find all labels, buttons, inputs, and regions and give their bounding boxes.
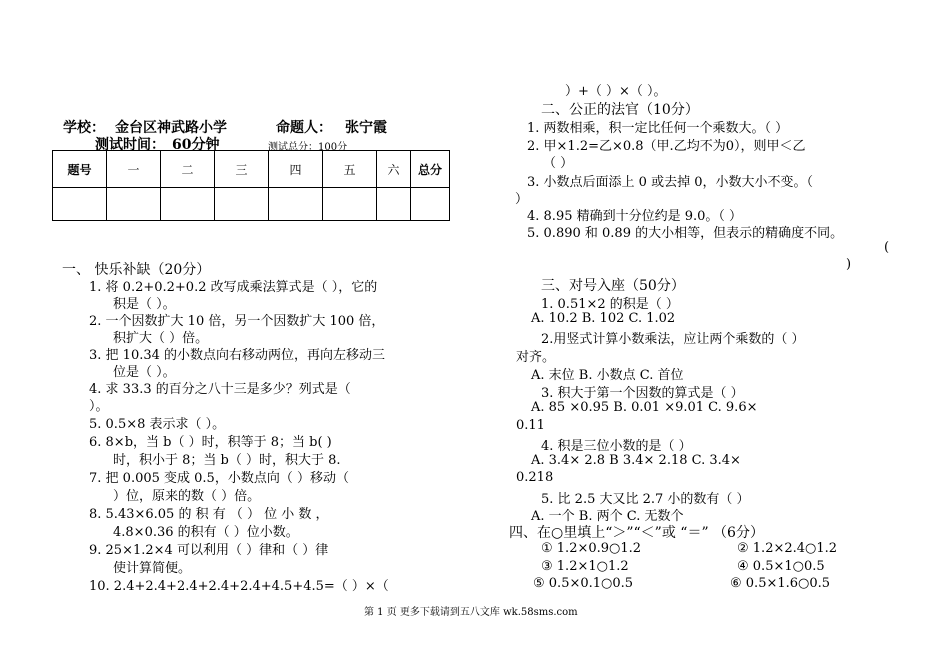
section-1-line: 8. 5.43×6.05 的 积 有 （ ） 位 小 数 ，	[89, 507, 329, 522]
section-2-title: 二、公正的法官（10分）	[541, 102, 699, 118]
section-2-line: 4. 8.95 精确到十分位约是 9.0。（ ）	[527, 209, 743, 224]
section-3-line: 对齐。	[516, 350, 556, 365]
section-3-option-line: A. 末位 B. 小数点 C. 首位	[531, 368, 684, 383]
compare-item: ⑥ 0.5×1.6○0.5	[730, 576, 831, 591]
section-1-line: 位是（ ）。	[113, 365, 176, 380]
section-1-line: 5. 0.5×8 表示求（ ）。	[89, 417, 226, 432]
section-1-line: 2. 一个因数扩大 10 倍，另一个因数扩大 100 倍，	[89, 314, 385, 329]
time-label: 测试时间：	[95, 137, 165, 153]
page-footer: 第 1 页 更多下载请到五八文库 wk.58sms.com	[364, 607, 578, 618]
continuation-line: ）+（ ）×（ ）。	[565, 84, 667, 99]
compare-item: ① 1.2×0.9○1.2	[541, 541, 642, 556]
section-3-title: 三、对号入座（50分）	[541, 278, 685, 294]
compare-item: ② 1.2×2.4○1.2	[737, 541, 838, 556]
author-value: 张宁霞	[345, 120, 387, 136]
score-cell[interactable]	[107, 188, 161, 221]
section-2-line: ）	[515, 192, 529, 207]
section-1-line: 7. 把 0.005 变成 0.5，小数点向（ ）移动（	[89, 471, 349, 486]
score-cell[interactable]	[215, 188, 269, 221]
section-3-option-line: A. 85 ×0.95 B. 0.01 ×9.01 C. 9.6×	[531, 400, 758, 415]
section-2-line: )	[846, 257, 852, 272]
score-cell[interactable]	[161, 188, 215, 221]
section-1-line: ）。	[89, 399, 109, 414]
section-3-line: 4. 积是三位小数的是（ ）	[541, 439, 692, 454]
section-3-line: 0.218	[516, 470, 554, 485]
section-4-title: 四、在○里填上“＞”“＜”或 “＝” （6分）	[509, 525, 764, 541]
score-table-header: 五	[323, 151, 377, 188]
score-table-header-row	[53, 151, 450, 188]
section-3-line: 1. 0.51×2 的积是（ ）	[541, 297, 679, 312]
section-1-line: 10. 2.4+2.4+2.4+2.4+2.4+4.5+4.5=（ ）×（	[89, 579, 389, 594]
section-1-line: 使计算简便。	[113, 561, 192, 576]
section-2-line: （ ）	[543, 156, 574, 171]
score-cell[interactable]	[269, 188, 323, 221]
section-1-line: 6. 8×b，当 b（ ）时，积等于 8；当 b( )	[89, 435, 332, 450]
score-cell[interactable]	[377, 188, 411, 221]
section-1-line: 3. 把 10.34 的小数点向右移动两位，再向左移动三	[89, 348, 386, 363]
compare-item: ⑤ 0.5×0.1○0.5	[533, 576, 634, 591]
score-table-header: 总分	[411, 151, 450, 188]
section-1-line: 1. 将 0.2+0.2+0.2 改写成乘法算式是（ ），它的	[89, 280, 378, 295]
compare-item: ③ 1.2×1○1.2	[541, 559, 629, 574]
school-label: 学校：	[63, 120, 105, 136]
time-value: 60分钟	[172, 137, 220, 153]
score-table-blank-row	[53, 188, 450, 221]
section-3-option-line: A. 一个 B. 两个 C. 无数个	[531, 509, 684, 524]
score-table-header: 二	[161, 151, 215, 188]
section-1-line: ）位，原来的数（ ）倍。	[113, 489, 261, 504]
section-1-line: 时，积小于 8；当 b（ ）时，积大于 8.	[113, 453, 341, 468]
section-1-line: 9. 25×1.2×4 可以利用（ ）律和（ ）律	[89, 543, 329, 558]
section-1-line: 积扩大（ ）倍。	[113, 331, 209, 346]
score-table-header: 六	[377, 151, 411, 188]
total-score-label: 测试总分：100分	[268, 142, 348, 153]
section-3-option-line: A. 10.2 B. 102 C. 1.02	[531, 311, 676, 326]
score-table-header: 三	[215, 151, 269, 188]
section-1-line: 积是（ ）。	[113, 297, 176, 312]
section-3-line: 2.用竖式计算小数乘法，应让两个乘数的（ ）	[541, 332, 805, 347]
section-2-line: 3. 小数点后面添上 0 或去掉 0，小数大小不变。（	[527, 175, 813, 190]
section-3-line: 3. 积大于第一个因数的算式是（ ）	[541, 386, 744, 401]
score-table-header: 题号	[53, 151, 107, 188]
section-1-line: 4.8×0.36 的积有（ ）位小数。	[113, 525, 299, 540]
author-label: 命题人：	[276, 120, 332, 136]
section-2-line: (	[884, 240, 890, 255]
section-1-line: 4. 求 33.3 的百分之八十三是多少？列式是（	[89, 382, 351, 397]
section-1-title: 一、 快乐补缺（20分）	[62, 262, 211, 278]
section-3-line: 5. 比 2.5 大又比 2.7 小的数有（ ）	[541, 492, 750, 507]
section-3-line: 0.11	[516, 418, 545, 433]
section-2-line: 5. 0.890 和 0.89 的大小相等，但表示的精确度不同。	[527, 226, 844, 241]
section-2-line: 2. 甲×1.2=乙×0.8（甲.乙均不为0），则甲＜乙	[527, 139, 806, 154]
score-cell[interactable]	[53, 188, 107, 221]
score-table	[52, 150, 450, 221]
school-value: 金台区神武路小学	[115, 120, 227, 136]
compare-item: ④ 0.5×1○0.5	[737, 559, 825, 574]
score-table-header: 一	[107, 151, 161, 188]
score-cell[interactable]	[411, 188, 450, 221]
section-3-option-line: A. 3.4× 2.8 B 3.4× 2.18 C. 3.4×	[531, 453, 741, 468]
score-table-header: 四	[269, 151, 323, 188]
score-cell[interactable]	[323, 188, 377, 221]
section-2-line: 1. 两数相乘，积一定比任何一个乘数大。（ ）	[527, 121, 789, 136]
